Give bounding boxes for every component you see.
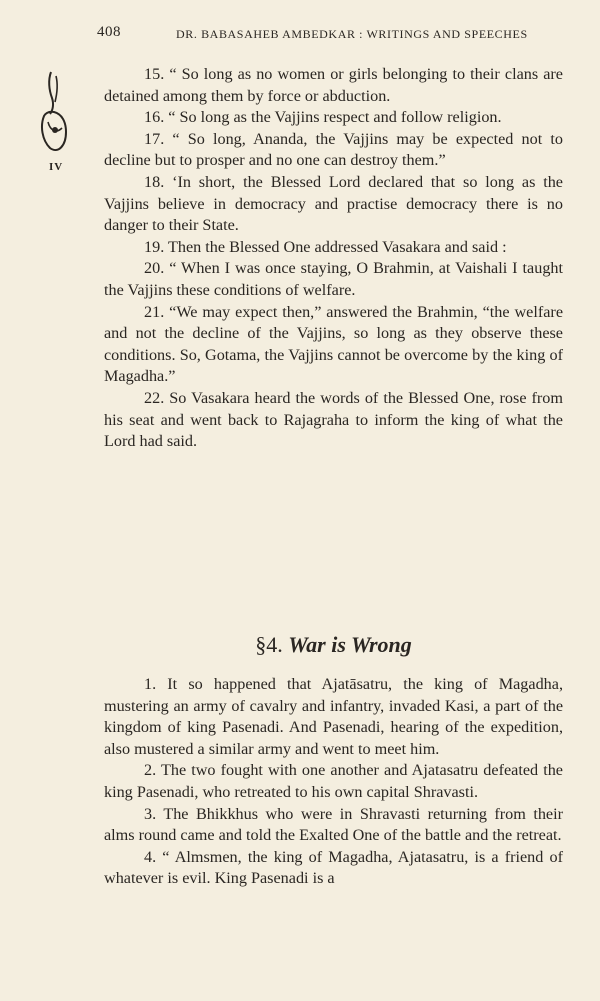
paragraph: 4. “ Almsmen, the king of Magadha, Ajatasatru, is a friend of whatever is evil. King Pasenadi is a [104,847,563,888]
paragraph: 20. “ When I was once staying, O Brahmin, at Vaishali I taught the Vajjins these conditions of welfare. [104,259,563,299]
paragraph: 1. It so happened that Ajatāsatru, the king of Magadha, mustering an army of cavalry and infantry, invaded Kasi, a part of the kingdom of king Pasenadi. And Pasenadi, hearing of the expedition, also mustered a similar army and went to meet him. [104,675,563,758]
section-title: War is Wrong [288,632,412,657]
section-number: §4. [255,632,283,657]
margin-label: IV [49,161,64,173]
paragraph: 21. “We may expect then,” answered the Brahmin, “the welfare and not the decline of the Vajjins, so long as they observe these conditions. So, Gotama, the Vajjins cannot be overcome by the king of Magadha.” [104,302,563,386]
paragraph: 18. ‘In short, the Blessed Lord declared that so long as the Vajjins believe in democracy and practise democracy there is no danger to their State. [104,172,563,235]
page-number: 408 [97,24,121,40]
paragraph: 15. “ So long as no women or girls belonging to their clans are detained among them by force or abduction. [104,65,563,105]
hand-emblem-icon [36,70,70,154]
text-block-bottom [104,674,563,890]
paragraph: 19. Then the Blessed One addressed Vasakara and said : [144,237,507,256]
running-head: DR. BABASAHEB AMBEDKAR : WRITINGS AND SPEECHES [176,27,528,41]
paragraph: 2. The two fought with one another and Ajatasatru defeated the king Pasenadi, who retreated to his own capital Shravasti. [104,761,563,801]
text-block-top [104,64,563,453]
section-heading [104,632,563,658]
paragraph: 3. The Bhikkhus who were in Shravasti returning from their alms round came and told the Exalted One of the battle and the retreat. [104,804,563,845]
paragraph: 16. “ So long as the Vajjins respect and follow religion. [144,108,502,127]
paragraph: 22. So Vasakara heard the words of the Blessed One, rose from his seat and went back to Rajagraha to inform the king of what the Lord had said. [104,388,563,451]
paragraph: 17. “ So long, Ananda, the Vajjins may be expected not to decline but to prosper and no one can destroy them.” [104,129,563,170]
